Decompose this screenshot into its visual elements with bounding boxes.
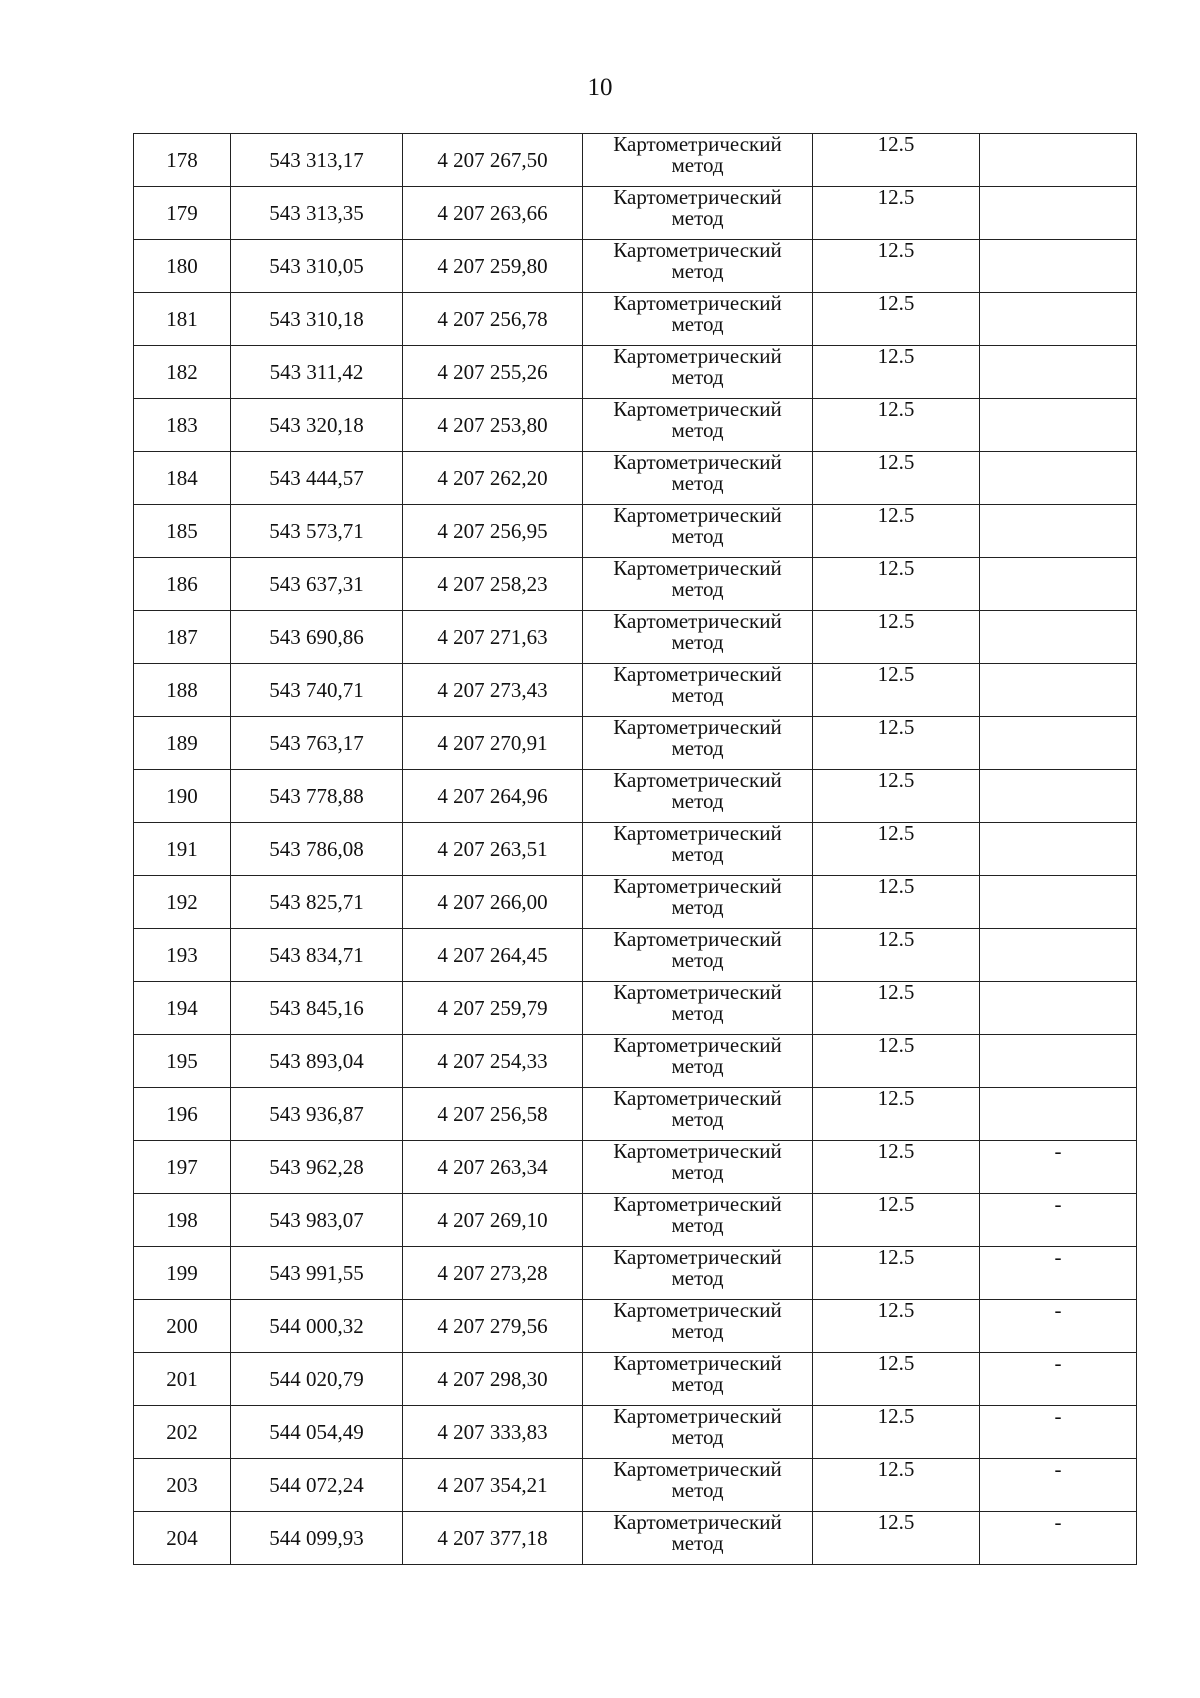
note-cell xyxy=(980,823,1137,876)
method-line-1: Картометрический xyxy=(613,874,782,898)
method-line-1: Картометрический xyxy=(613,1298,782,1322)
x-coordinate-cell: 543 740,71 xyxy=(231,664,403,717)
point-number-cell: 201 xyxy=(134,1353,231,1406)
table-row xyxy=(134,664,1137,717)
method-cell xyxy=(583,1406,813,1459)
table-row xyxy=(134,1300,1137,1353)
accuracy-cell: 12.5 xyxy=(813,770,980,823)
y-coordinate-cell: 4 207 264,45 xyxy=(403,929,583,982)
point-number-cell: 191 xyxy=(134,823,231,876)
method-line-1: Картометрический xyxy=(613,1139,782,1163)
x-coordinate-cell: 543 637,31 xyxy=(231,558,403,611)
point-number-cell: 195 xyxy=(134,1035,231,1088)
method-line-1: Картометрический xyxy=(613,397,782,421)
method-line-2: метод xyxy=(671,1478,724,1502)
note-cell xyxy=(980,558,1137,611)
note-cell xyxy=(980,187,1137,240)
table-body xyxy=(134,134,1137,1565)
table-row xyxy=(134,240,1137,293)
note-cell xyxy=(980,717,1137,770)
y-coordinate-cell: 4 207 263,34 xyxy=(403,1141,583,1194)
method-line-2: метод xyxy=(671,1001,724,1025)
method-line-1: Картометрический xyxy=(613,980,782,1004)
method-line-1: Картометрический xyxy=(613,609,782,633)
method-line-1: Картометрический xyxy=(613,556,782,580)
point-number-cell: 190 xyxy=(134,770,231,823)
y-coordinate-cell: 4 207 259,80 xyxy=(403,240,583,293)
point-number-cell: 180 xyxy=(134,240,231,293)
method-cell xyxy=(583,134,813,187)
y-coordinate-cell: 4 207 258,23 xyxy=(403,558,583,611)
method-cell xyxy=(583,1247,813,1300)
method-cell xyxy=(583,929,813,982)
x-coordinate-cell: 543 893,04 xyxy=(231,1035,403,1088)
accuracy-cell: 12.5 xyxy=(813,1300,980,1353)
method-cell xyxy=(583,1194,813,1247)
method-line-1: Картометрический xyxy=(613,1086,782,1110)
method-line-2: метод xyxy=(671,736,724,760)
point-number-cell: 185 xyxy=(134,505,231,558)
method-cell xyxy=(583,558,813,611)
x-coordinate-cell: 544 072,24 xyxy=(231,1459,403,1512)
table-row xyxy=(134,1194,1137,1247)
method-line-2: метод xyxy=(671,206,724,230)
accuracy-cell: 12.5 xyxy=(813,929,980,982)
accuracy-cell: 12.5 xyxy=(813,664,980,717)
x-coordinate-cell: 543 778,88 xyxy=(231,770,403,823)
method-line-2: метод xyxy=(671,1319,724,1343)
method-line-1: Картометрический xyxy=(613,1457,782,1481)
method-line-2: метод xyxy=(671,1372,724,1396)
accuracy-cell: 12.5 xyxy=(813,134,980,187)
method-cell xyxy=(583,770,813,823)
x-coordinate-cell: 544 099,93 xyxy=(231,1512,403,1565)
x-coordinate-cell: 543 320,18 xyxy=(231,399,403,452)
accuracy-cell: 12.5 xyxy=(813,1406,980,1459)
y-coordinate-cell: 4 207 377,18 xyxy=(403,1512,583,1565)
x-coordinate-cell: 544 000,32 xyxy=(231,1300,403,1353)
table-row xyxy=(134,982,1137,1035)
table-row xyxy=(134,717,1137,770)
note-cell xyxy=(980,399,1137,452)
note-cell xyxy=(980,346,1137,399)
point-number-cell: 189 xyxy=(134,717,231,770)
table-row xyxy=(134,823,1137,876)
table-row xyxy=(134,452,1137,505)
point-number-cell: 193 xyxy=(134,929,231,982)
accuracy-cell: 12.5 xyxy=(813,1247,980,1300)
method-line-2: метод xyxy=(671,1266,724,1290)
method-line-2: метод xyxy=(671,630,724,654)
method-line-1: Картометрический xyxy=(613,1192,782,1216)
note-cell xyxy=(980,1035,1137,1088)
y-coordinate-cell: 4 207 279,56 xyxy=(403,1300,583,1353)
y-coordinate-cell: 4 207 256,58 xyxy=(403,1088,583,1141)
x-coordinate-cell: 543 313,35 xyxy=(231,187,403,240)
table-row xyxy=(134,1035,1137,1088)
x-coordinate-cell: 543 834,71 xyxy=(231,929,403,982)
note-cell xyxy=(980,664,1137,717)
method-line-1: Картометрический xyxy=(613,821,782,845)
point-number-cell: 192 xyxy=(134,876,231,929)
point-number-cell: 194 xyxy=(134,982,231,1035)
y-coordinate-cell: 4 207 354,21 xyxy=(403,1459,583,1512)
point-number-cell: 196 xyxy=(134,1088,231,1141)
method-line-1: Картометрический xyxy=(613,1351,782,1375)
table-row xyxy=(134,558,1137,611)
point-number-cell: 200 xyxy=(134,1300,231,1353)
accuracy-cell: 12.5 xyxy=(813,876,980,929)
note-cell: - xyxy=(980,1512,1137,1565)
method-cell xyxy=(583,823,813,876)
table-row xyxy=(134,505,1137,558)
y-coordinate-cell: 4 207 266,00 xyxy=(403,876,583,929)
note-cell: - xyxy=(980,1300,1137,1353)
method-cell xyxy=(583,1512,813,1565)
accuracy-cell: 12.5 xyxy=(813,1512,980,1565)
method-cell xyxy=(583,1300,813,1353)
note-cell: - xyxy=(980,1459,1137,1512)
point-number-cell: 188 xyxy=(134,664,231,717)
accuracy-cell: 12.5 xyxy=(813,1088,980,1141)
method-line-2: метод xyxy=(671,948,724,972)
note-cell xyxy=(980,452,1137,505)
accuracy-cell: 12.5 xyxy=(813,1459,980,1512)
method-line-1: Картометрический xyxy=(613,927,782,951)
accuracy-cell: 12.5 xyxy=(813,505,980,558)
y-coordinate-cell: 4 207 262,20 xyxy=(403,452,583,505)
method-line-1: Картометрический xyxy=(613,768,782,792)
x-coordinate-cell: 543 573,71 xyxy=(231,505,403,558)
note-cell: - xyxy=(980,1194,1137,1247)
y-coordinate-cell: 4 207 255,26 xyxy=(403,346,583,399)
method-line-1: Картометрический xyxy=(613,503,782,527)
point-number-cell: 187 xyxy=(134,611,231,664)
method-cell xyxy=(583,1141,813,1194)
method-cell xyxy=(583,452,813,505)
x-coordinate-cell: 543 311,42 xyxy=(231,346,403,399)
y-coordinate-cell: 4 207 263,51 xyxy=(403,823,583,876)
method-cell xyxy=(583,187,813,240)
point-number-cell: 186 xyxy=(134,558,231,611)
table-row xyxy=(134,1088,1137,1141)
note-cell: - xyxy=(980,1406,1137,1459)
point-number-cell: 182 xyxy=(134,346,231,399)
table-row xyxy=(134,187,1137,240)
method-cell xyxy=(583,1353,813,1406)
y-coordinate-cell: 4 207 298,30 xyxy=(403,1353,583,1406)
table-row xyxy=(134,929,1137,982)
table-row xyxy=(134,1353,1137,1406)
y-coordinate-cell: 4 207 253,80 xyxy=(403,399,583,452)
method-cell xyxy=(583,717,813,770)
y-coordinate-cell: 4 207 267,50 xyxy=(403,134,583,187)
x-coordinate-cell: 543 313,17 xyxy=(231,134,403,187)
method-cell xyxy=(583,1035,813,1088)
note-cell xyxy=(980,134,1137,187)
method-cell xyxy=(583,399,813,452)
note-cell xyxy=(980,770,1137,823)
y-coordinate-cell: 4 207 269,10 xyxy=(403,1194,583,1247)
method-line-2: метод xyxy=(671,365,724,389)
method-line-2: метод xyxy=(671,1425,724,1449)
method-line-2: метод xyxy=(671,1531,724,1555)
note-cell xyxy=(980,240,1137,293)
point-number-cell: 198 xyxy=(134,1194,231,1247)
method-line-1: Картометрический xyxy=(613,291,782,315)
method-line-2: метод xyxy=(671,842,724,866)
x-coordinate-cell: 543 690,86 xyxy=(231,611,403,664)
method-line-2: метод xyxy=(671,471,724,495)
accuracy-cell: 12.5 xyxy=(813,823,980,876)
method-line-1: Картометрический xyxy=(613,185,782,209)
point-number-cell: 181 xyxy=(134,293,231,346)
x-coordinate-cell: 544 020,79 xyxy=(231,1353,403,1406)
y-coordinate-cell: 4 207 256,95 xyxy=(403,505,583,558)
table-row xyxy=(134,876,1137,929)
point-number-cell: 179 xyxy=(134,187,231,240)
accuracy-cell: 12.5 xyxy=(813,187,980,240)
page-number: 10 xyxy=(587,74,613,101)
point-number-cell: 183 xyxy=(134,399,231,452)
y-coordinate-cell: 4 207 273,43 xyxy=(403,664,583,717)
table-row xyxy=(134,1247,1137,1300)
method-cell xyxy=(583,240,813,293)
method-line-1: Картометрический xyxy=(613,1245,782,1269)
table-row xyxy=(134,134,1137,187)
y-coordinate-cell: 4 207 270,91 xyxy=(403,717,583,770)
y-coordinate-cell: 4 207 256,78 xyxy=(403,293,583,346)
x-coordinate-cell: 544 054,49 xyxy=(231,1406,403,1459)
note-cell xyxy=(980,611,1137,664)
note-cell xyxy=(980,876,1137,929)
note-cell: - xyxy=(980,1141,1137,1194)
x-coordinate-cell: 543 444,57 xyxy=(231,452,403,505)
method-cell xyxy=(583,1459,813,1512)
x-coordinate-cell: 543 825,71 xyxy=(231,876,403,929)
x-coordinate-cell: 543 991,55 xyxy=(231,1247,403,1300)
note-cell: - xyxy=(980,1247,1137,1300)
table-row xyxy=(134,346,1137,399)
method-line-2: метод xyxy=(671,153,724,177)
note-cell xyxy=(980,293,1137,346)
method-cell xyxy=(583,982,813,1035)
accuracy-cell: 12.5 xyxy=(813,452,980,505)
accuracy-cell: 12.5 xyxy=(813,1035,980,1088)
method-line-1: Картометрический xyxy=(613,662,782,686)
point-number-cell: 202 xyxy=(134,1406,231,1459)
accuracy-cell: 12.5 xyxy=(813,611,980,664)
x-coordinate-cell: 543 936,87 xyxy=(231,1088,403,1141)
table-row xyxy=(134,1512,1137,1565)
note-cell xyxy=(980,1088,1137,1141)
method-line-1: Картометрический xyxy=(613,344,782,368)
method-line-1: Картометрический xyxy=(613,715,782,739)
x-coordinate-cell: 543 983,07 xyxy=(231,1194,403,1247)
method-line-2: метод xyxy=(671,1107,724,1131)
table-row xyxy=(134,770,1137,823)
y-coordinate-cell: 4 207 271,63 xyxy=(403,611,583,664)
method-line-2: метод xyxy=(671,312,724,336)
method-line-1: Картометрический xyxy=(613,450,782,474)
y-coordinate-cell: 4 207 254,33 xyxy=(403,1035,583,1088)
method-line-1: Картометрический xyxy=(613,1033,782,1057)
x-coordinate-cell: 543 310,18 xyxy=(231,293,403,346)
note-cell xyxy=(980,982,1137,1035)
accuracy-cell: 12.5 xyxy=(813,717,980,770)
method-cell xyxy=(583,346,813,399)
method-line-2: метод xyxy=(671,895,724,919)
method-cell xyxy=(583,664,813,717)
accuracy-cell: 12.5 xyxy=(813,558,980,611)
method-line-1: Картометрический xyxy=(613,132,782,156)
point-number-cell: 199 xyxy=(134,1247,231,1300)
table-row xyxy=(134,293,1137,346)
table-row xyxy=(134,1406,1137,1459)
y-coordinate-cell: 4 207 273,28 xyxy=(403,1247,583,1300)
method-line-1: Картометрический xyxy=(613,1510,782,1534)
method-line-2: метод xyxy=(671,524,724,548)
method-cell xyxy=(583,293,813,346)
table-row xyxy=(134,611,1137,664)
method-cell xyxy=(583,876,813,929)
x-coordinate-cell: 543 786,08 xyxy=(231,823,403,876)
accuracy-cell: 12.5 xyxy=(813,240,980,293)
x-coordinate-cell: 543 763,17 xyxy=(231,717,403,770)
note-cell xyxy=(980,929,1137,982)
y-coordinate-cell: 4 207 259,79 xyxy=(403,982,583,1035)
method-cell xyxy=(583,505,813,558)
coordinates-table xyxy=(133,133,1137,1565)
table-row xyxy=(134,1459,1137,1512)
point-number-cell: 184 xyxy=(134,452,231,505)
accuracy-cell: 12.5 xyxy=(813,1141,980,1194)
point-number-cell: 204 xyxy=(134,1512,231,1565)
method-cell xyxy=(583,1088,813,1141)
x-coordinate-cell: 543 310,05 xyxy=(231,240,403,293)
method-line-2: метод xyxy=(671,259,724,283)
point-number-cell: 197 xyxy=(134,1141,231,1194)
point-number-cell: 178 xyxy=(134,134,231,187)
method-line-1: Картометрический xyxy=(613,238,782,262)
method-line-2: метод xyxy=(671,789,724,813)
method-line-2: метод xyxy=(671,1160,724,1184)
note-cell xyxy=(980,505,1137,558)
table-row xyxy=(134,1141,1137,1194)
method-line-2: метод xyxy=(671,683,724,707)
accuracy-cell: 12.5 xyxy=(813,293,980,346)
accuracy-cell: 12.5 xyxy=(813,982,980,1035)
y-coordinate-cell: 4 207 263,66 xyxy=(403,187,583,240)
method-line-2: метод xyxy=(671,418,724,442)
method-line-2: метод xyxy=(671,577,724,601)
x-coordinate-cell: 543 845,16 xyxy=(231,982,403,1035)
accuracy-cell: 12.5 xyxy=(813,346,980,399)
y-coordinate-cell: 4 207 333,83 xyxy=(403,1406,583,1459)
table-row xyxy=(134,399,1137,452)
x-coordinate-cell: 543 962,28 xyxy=(231,1141,403,1194)
accuracy-cell: 12.5 xyxy=(813,1353,980,1406)
note-cell: - xyxy=(980,1353,1137,1406)
accuracy-cell: 12.5 xyxy=(813,1194,980,1247)
point-number-cell: 203 xyxy=(134,1459,231,1512)
method-line-2: метод xyxy=(671,1054,724,1078)
method-cell xyxy=(583,611,813,664)
method-line-2: метод xyxy=(671,1213,724,1237)
accuracy-cell: 12.5 xyxy=(813,399,980,452)
method-line-1: Картометрический xyxy=(613,1404,782,1428)
y-coordinate-cell: 4 207 264,96 xyxy=(403,770,583,823)
